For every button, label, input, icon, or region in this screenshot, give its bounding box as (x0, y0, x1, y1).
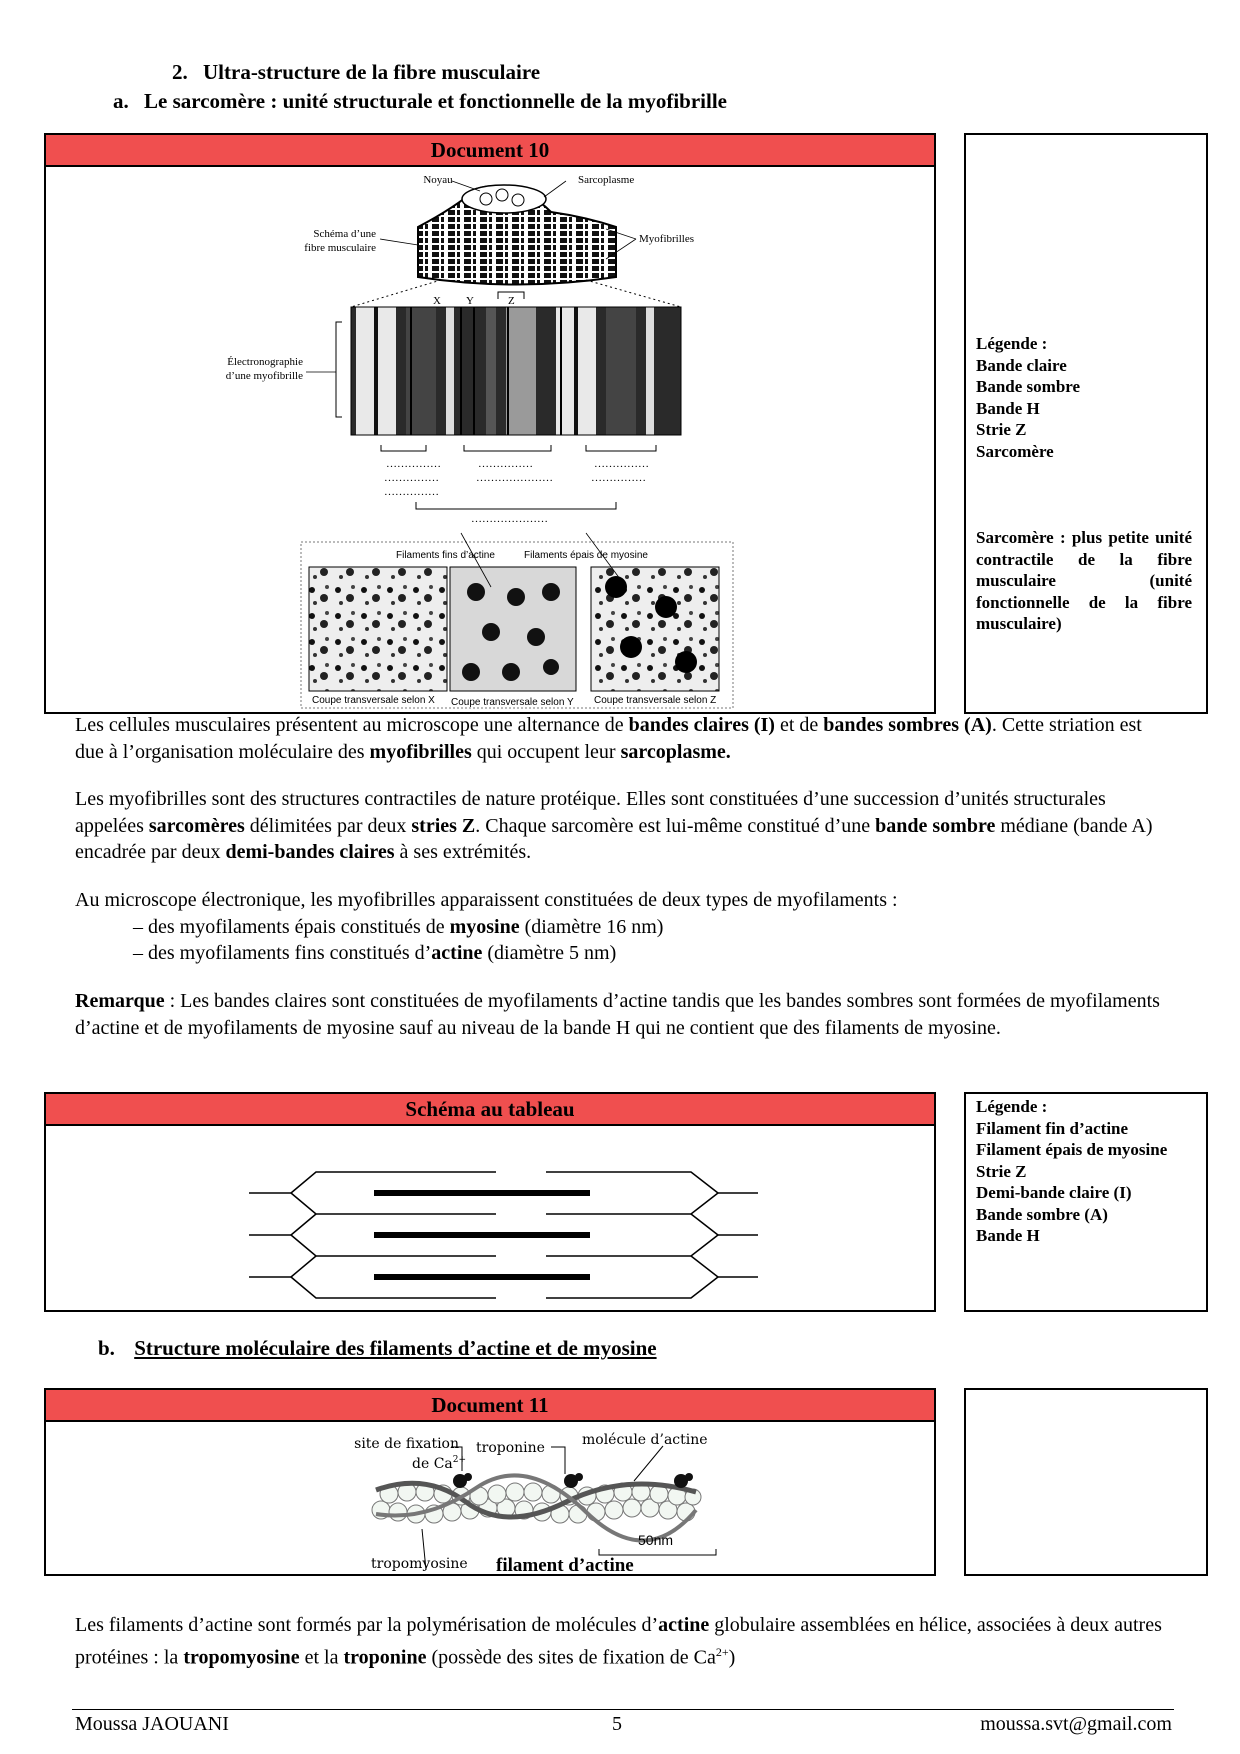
document-10-header: Document 10 (46, 135, 934, 167)
label-troponine: troponine (476, 1440, 545, 1456)
remark-label: Remarque (75, 990, 165, 1012)
schema-header: Schéma au tableau (46, 1094, 934, 1126)
dots-5: ………………… (476, 472, 553, 484)
text: à ses extrémités. (394, 841, 532, 863)
text: : Les bandes claires sont constituées de myofilaments d’actine tandis que les bandes sombres sont formées de myofilaments d’actine et de myofilaments de myosine sauf au niveau de la bande H qui ne contient que des filaments de myosine. (75, 990, 1160, 1039)
footer-page-number: 5 (612, 1713, 622, 1735)
label-filaments-fins: Filaments fins d’actine (396, 550, 495, 561)
section-b-letter: b. (98, 1336, 115, 1360)
footer-email: moussa.svt@gmail.com (980, 1713, 1172, 1735)
document-11-box (44, 1388, 936, 1576)
label-scale-50nm: 50nm (638, 1532, 674, 1548)
sarcomere-schema (46, 1126, 934, 1310)
legend-10-item: Strie Z (976, 420, 1027, 439)
text: Les myofibrilles sont des structures contractiles de nature protéique. Elles sont constituées d’une succession d’unités structurales appelées (75, 788, 1106, 837)
section-a-title: Le sarcomère : unité structurale et fonctionnelle de la myofibrille (144, 89, 728, 113)
label-z: Z (508, 295, 515, 307)
footer-author: Moussa JAOUANI (75, 1713, 229, 1735)
legend-schema-item: Filament épais de myosine (976, 1140, 1168, 1159)
label-filaments-epais: Filaments épais de myosine (524, 550, 648, 561)
label-filament-actine: filament d’actine (496, 1555, 634, 1574)
section-2-heading (172, 60, 540, 85)
bold-term: myosine (449, 915, 520, 938)
bold-term: actine (431, 942, 483, 964)
legend-schema-title: Légende : (976, 1097, 1048, 1116)
dots-1: …………… (386, 458, 441, 470)
text: – des myofilaments fins constitués d’ (133, 942, 432, 964)
bold-term: stries Z (411, 814, 476, 837)
text: (diamètre 5 nm) (482, 942, 617, 964)
text: (possède des sites de fixation de Ca (426, 1646, 716, 1669)
label-de-ca (412, 1455, 466, 1472)
label-site-fixation: site de fixation (354, 1436, 459, 1452)
dots-2: …………… (384, 472, 439, 484)
bold-term: troponine (343, 1646, 427, 1669)
list-item (75, 940, 1175, 967)
bold-term: bandes claires (I) (628, 714, 775, 736)
paragraph-myofilaments (75, 887, 1175, 967)
legend-schema-item: Bande sombre (A) (976, 1204, 1108, 1224)
text: globulaire assemblées en hélice, associées à deux autres protéines : la (75, 1614, 1162, 1669)
label-schema-l2: fibre musculaire (304, 242, 376, 254)
text: Au microscope électronique, les myofibrilles apparaissent constituées de deux types de myofilaments : (75, 889, 898, 911)
legend-10-item: Bande claire (976, 355, 1067, 375)
section-a-heading (113, 89, 727, 114)
section-2-title: Ultra-structure de la fibre musculaire (203, 60, 541, 84)
paragraph-actin (75, 1612, 1175, 1671)
bold-term: bandes sombres (A) (823, 714, 992, 736)
label-tropomyosine: tropomyosine (371, 1556, 468, 1572)
text: médiane (bande A) encadrée par deux (75, 814, 1153, 863)
text: qui occupent leur (471, 740, 621, 763)
text: et la (299, 1646, 344, 1669)
footer-rule (72, 1709, 1174, 1710)
legend-10-list (976, 333, 1080, 462)
label-x: X (433, 295, 441, 307)
bold-term: bande sombre (875, 814, 996, 837)
label-de-ca-text: de Ca (412, 1456, 453, 1472)
section-b-heading (98, 1336, 657, 1361)
section-b-title: Structure moléculaire des filaments d’actine et de myosine (134, 1336, 657, 1360)
dots-7: …………… (591, 472, 646, 484)
text: (diamètre 16 nm) (519, 915, 664, 938)
legend-schema-item: Filament fin d’actine (976, 1118, 1129, 1138)
legend-schema-box (964, 1092, 1208, 1312)
text: ) (728, 1646, 736, 1669)
label-sarcoplasme: Sarcoplasme (578, 174, 635, 186)
label-myofibrilles: Myofibrilles (639, 233, 694, 245)
dots-3: …………… (384, 486, 439, 498)
label-noyau: Noyau (423, 174, 453, 186)
legend-schema-list (976, 1096, 1167, 1247)
bold-term: myofibrilles (369, 740, 472, 763)
text: . Chaque sarcomère est lui-même constitué d’une (475, 814, 876, 837)
text: – des myofilaments épais constitués de (133, 915, 450, 938)
label-coupe-x: Coupe transversale selon X (312, 695, 435, 706)
text: Les cellules musculaires présentent au microscope une alternance de (75, 714, 629, 736)
bold-term: sarcomères (148, 814, 245, 837)
bold-term: tropomyosine (183, 1646, 300, 1669)
legend-10-box (964, 133, 1208, 714)
document-11-side-box (964, 1388, 1208, 1576)
paragraph-remark (75, 988, 1175, 1041)
dots-8: ………………… (471, 513, 548, 525)
paragraph-sarcomeres (75, 786, 1175, 866)
label-coupe-z: Coupe transversale selon Z (594, 695, 717, 706)
list-item (75, 914, 1175, 941)
dots-6: …………… (594, 458, 649, 470)
label-y: Y (466, 295, 474, 307)
legend-schema-item: Demi-bande claire (I) (976, 1183, 1132, 1202)
label-electro-l2: d’une myofibrille (225, 370, 303, 382)
paragraph-striation (75, 712, 1175, 765)
text: Les filaments d’actine sont formés par la polymérisation de molécules d’ (75, 1614, 659, 1636)
bold-term: actine (658, 1614, 710, 1636)
legend-10-item: Sarcomère (976, 441, 1054, 461)
section-a-letter: a. (113, 89, 129, 113)
legend-10-item: Bande H (976, 398, 1040, 418)
text: délimitées par deux (244, 814, 412, 837)
bold-term: sarcoplasme. (620, 740, 731, 763)
text: et de (774, 714, 824, 736)
label-de-ca-sup: 2+ (452, 1455, 467, 1465)
superscript: 2+ (715, 1644, 729, 1659)
label-electro-l1: Électronographie (227, 356, 303, 368)
legend-10-title: Légende : (976, 334, 1048, 353)
schema-box (44, 1092, 936, 1312)
document-10-box (44, 133, 936, 714)
legend-schema-item: Bande H (976, 1226, 1040, 1245)
actin-filament-figure (46, 1422, 934, 1574)
legend-10-definition: Sarcomère : plus petite unité contractile de la fibre musculaire (unité fonctionnelle de la fibre musculaire) (976, 528, 1192, 633)
legend-schema-item: Strie Z (976, 1161, 1027, 1181)
label-schema-l1: Schéma d’une (313, 228, 376, 240)
dots-4: …………… (478, 458, 533, 470)
bold-term: demi-bandes claires (225, 841, 395, 863)
document-11-header: Document 11 (46, 1390, 934, 1422)
legend-10-item: Bande sombre (976, 377, 1081, 396)
section-2-number: 2. (172, 60, 188, 84)
muscle-fiber-figure (46, 167, 934, 712)
text: . Cette striation est due à l’organisation moléculaire des (75, 714, 1142, 763)
label-coupe-y: Coupe transversale selon Y (451, 697, 574, 708)
label-molecule-actine: molécule d’actine (582, 1432, 708, 1448)
